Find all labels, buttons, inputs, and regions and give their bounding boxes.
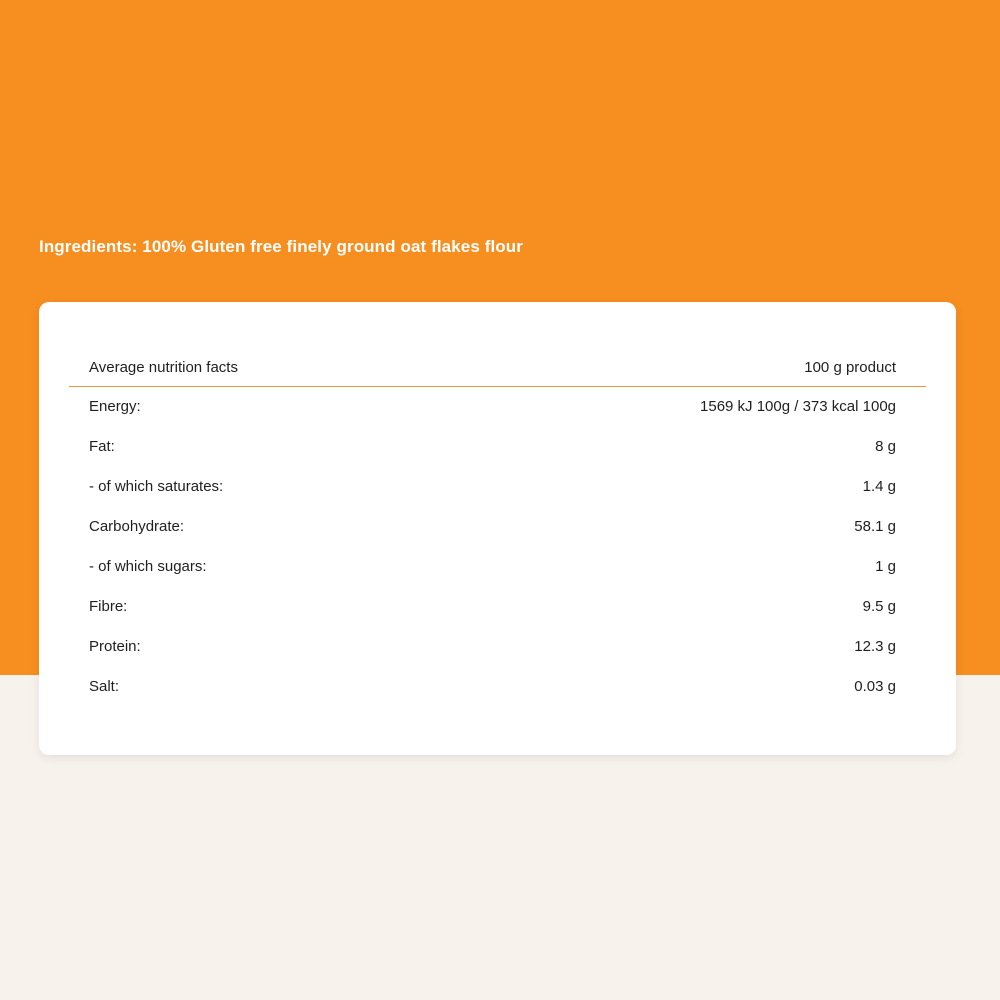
row-label: - of which sugars: [89, 558, 207, 575]
row-label: Carbohydrate: [89, 518, 185, 535]
nutrition-table-body [69, 387, 926, 707]
nutrition-card [39, 302, 956, 755]
table-row [69, 587, 926, 627]
row-value: 58.1 g [854, 518, 896, 535]
row-value: 1.4 g [862, 478, 896, 495]
row-label: Energy: [89, 398, 141, 415]
table-row [69, 547, 926, 587]
row-value: 1569 kJ 100g / 373 kcal 100g [700, 398, 896, 415]
table-row [69, 387, 926, 427]
row-label: Protein: [89, 638, 141, 655]
header-value: 100 g product [804, 359, 896, 376]
row-label: Fat: [89, 438, 115, 455]
table-row [69, 467, 926, 507]
row-value: 1 g [875, 558, 896, 575]
table-row [69, 507, 926, 547]
row-label: Fibre: [89, 598, 128, 615]
table-row [69, 627, 926, 667]
table-row [69, 667, 926, 707]
ingredients-text: Ingredients: 100% Gluten free finely ground oat flakes flour [39, 237, 523, 256]
row-value: 12.3 g [854, 638, 896, 655]
row-label: Salt: [89, 678, 120, 695]
row-value: 9.5 g [862, 598, 896, 615]
header-label: Average nutrition facts [89, 359, 238, 376]
row-value: 0.03 g [854, 678, 896, 695]
nutrition-table-header [69, 348, 926, 387]
row-value: 8 g [875, 438, 896, 455]
row-label: - of which saturates: [89, 478, 224, 495]
table-row [69, 427, 926, 467]
